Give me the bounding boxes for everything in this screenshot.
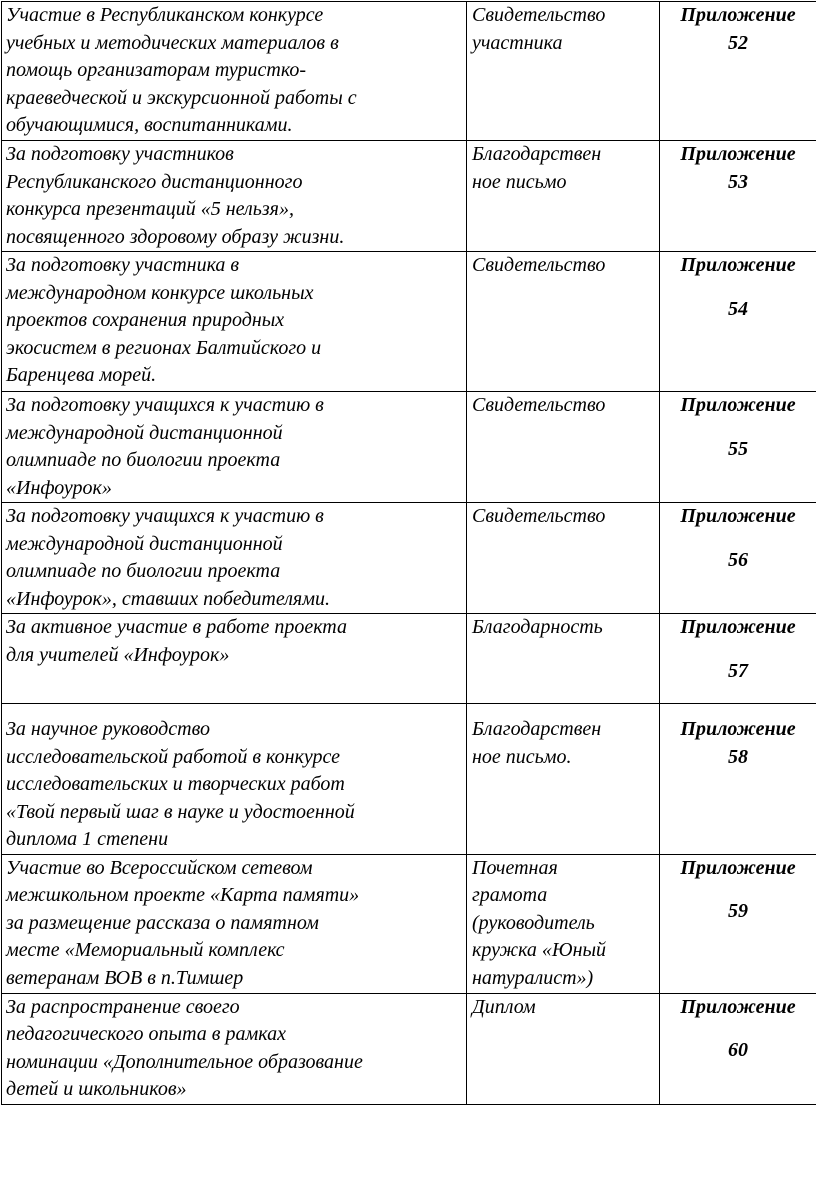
document-type: Свидетельство (472, 254, 606, 276)
appendix-number: 57 (728, 659, 748, 682)
appendix-cell (660, 392, 816, 503)
description-cell (2, 704, 467, 855)
appendix-cell (660, 2, 816, 141)
appendix-number: 59 (728, 900, 748, 922)
description-text: За активное участие в работе проекта для учителей «Инфоурок» (6, 616, 347, 666)
appendix-label: Приложение (680, 718, 796, 740)
table-row (2, 614, 816, 704)
appendix-cell (660, 614, 816, 704)
table-row (2, 2, 816, 141)
description-cell (2, 854, 467, 993)
document-cell (467, 704, 660, 855)
document-cell (467, 993, 660, 1104)
document-type: Свидетельство (472, 505, 606, 527)
document-type: Почетная грамота (руководитель кружка «Юный натуралист») (472, 856, 607, 989)
table-row (2, 141, 816, 252)
description-cell (2, 252, 467, 392)
document-type: Благодарствен ное письмо. (472, 718, 602, 768)
description-text: Участие во Всероссийском сетевом межшкольном проекте «Карта памяти» за размещение рассказа о памятном месте «Мемориальный комплекс ветеранам ВОВ в п.Тимшер (6, 856, 360, 989)
appendix-label: Приложение (680, 616, 796, 638)
appendix-label: Приложение (680, 995, 796, 1018)
appendix-label: Приложение (680, 856, 796, 879)
document-type: Благодарность (472, 616, 603, 638)
document-type: Свидетельство участника (472, 4, 606, 54)
description-text: Участие в Республиканском конкурсе учебных и методических материалов в помощь организаторам туристко- краеведческой и экскурсионной работы с обучающимися, воспитанниками. (6, 4, 357, 136)
appendix-label: Приложение (680, 143, 796, 165)
appendix-number: 56 (728, 548, 748, 571)
document-cell (467, 2, 660, 141)
description-cell (2, 141, 467, 252)
document-type: Свидетельство (472, 394, 606, 416)
appendix-cell (660, 704, 816, 855)
document-type: Диплом (472, 995, 536, 1018)
description-cell (2, 614, 467, 704)
appendix-number: 53 (728, 170, 748, 193)
table-row (2, 854, 816, 993)
appendix-cell (660, 854, 816, 993)
document-type: Благодарствен ное письмо (472, 143, 602, 193)
description-text: За научное руководство исследовательской работой в конкурсе исследовательских и творческих работ «Твой первый шаг в науке и удостоенной диплома 1 степени (6, 718, 355, 850)
appendix-cell (660, 993, 816, 1104)
description-text: За подготовку учащихся к участию в международной дистанционной олимпиаде по биологии проекта «Инфоурок», ставших победителями. (6, 505, 330, 610)
appendix-label: Приложение (680, 505, 796, 527)
awards-table (1, 1, 816, 1105)
table-row (2, 503, 816, 614)
document-cell (467, 503, 660, 614)
appendix-cell (660, 503, 816, 614)
appendix-label: Приложение (680, 254, 796, 276)
document-cell (467, 392, 660, 503)
appendix-number: 58 (728, 745, 748, 768)
document-cell (467, 141, 660, 252)
description-text: За подготовку участников Республиканского дистанционного конкурса презентаций «5 нельзя», посвященного здоровому образу жизни. (6, 143, 345, 248)
appendix-label: Приложение (680, 4, 796, 26)
appendix-cell (660, 141, 816, 252)
appendix-cell (660, 252, 816, 392)
appendix-number: 55 (728, 437, 748, 460)
appendix-number: 60 (728, 1039, 748, 1061)
table-row (2, 704, 816, 855)
description-text: За подготовку участника в международном конкурсе школьных проектов сохранения природных экосистем в регионах Балтийского и Баренцева морей. (6, 254, 322, 386)
description-text: За распространение своего педагогического опыта в рамках номинации «Дополнительное образование детей и школьников» (6, 995, 363, 1100)
table-row (2, 252, 816, 392)
document-cell (467, 252, 660, 392)
description-cell (2, 993, 467, 1104)
document-cell (467, 854, 660, 993)
table-row (2, 392, 816, 503)
description-cell (2, 503, 467, 614)
description-text: За подготовку учащихся к участию в международной дистанционной олимпиаде по биологии проекта «Инфоурок» (6, 394, 324, 499)
table-row (2, 993, 816, 1104)
appendix-label: Приложение (680, 394, 796, 416)
appendix-number: 52 (728, 31, 748, 54)
description-cell (2, 392, 467, 503)
appendix-number: 54 (728, 297, 748, 320)
document-cell (467, 614, 660, 704)
description-cell (2, 2, 467, 141)
